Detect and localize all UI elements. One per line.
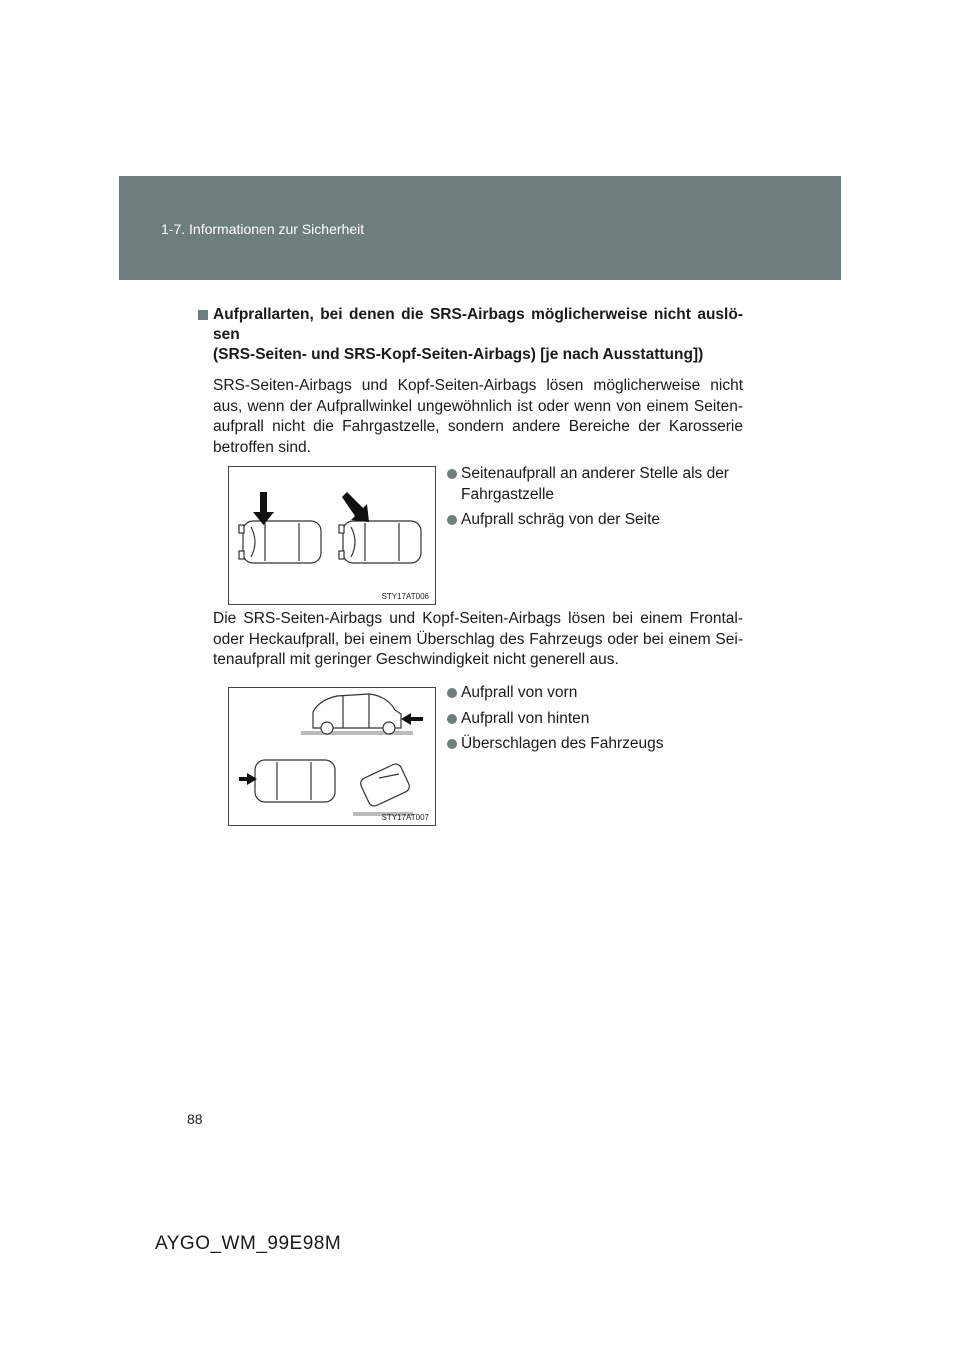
right-arrow-icon	[239, 773, 257, 785]
bullet-dot-icon	[447, 515, 457, 525]
figure-2-bullets	[447, 683, 747, 760]
side-impact-illustration	[229, 467, 435, 604]
bullet-dot-icon	[447, 739, 457, 749]
paragraph-2: Die SRS-Seiten-Airbags und Kopf-Seiten-Airbags lösen bei einem Frontal- oder Heckaufprall, bei einem Überschlag des Fahrzeugs oder bei einem Sei-tenaufprall mit geringer Geschwindigkeit nicht generell aus.	[213, 610, 743, 668]
page-number: 88	[187, 1111, 203, 1127]
figure-front-rear-rollover	[228, 687, 436, 826]
figure-code: STY17AT006	[381, 592, 429, 601]
heading-line-1: Aufprallarten, bei denen die SRS-Airbags möglicherweise nicht auslö-sen	[213, 306, 743, 343]
car-top-view-icon	[239, 521, 321, 563]
left-arrow-icon	[401, 713, 423, 725]
bullet-item: Aufprall von hinten	[447, 709, 747, 730]
paragraph-1: SRS-Seiten-Airbags und Kopf-Seiten-Airbags lösen möglicherweise nicht aus, wenn der Aufprallwinkel ungewöhnlich ist oder wenn von einem Seiten-aufprall nicht die Fahrgastzelle, sondern andere Bereiche der Karosserie betroffen sind.	[213, 377, 743, 456]
figure-code: STY17AT007	[381, 813, 429, 822]
bullet-item: Überschlagen des Fahrzeugs	[447, 734, 747, 755]
bullet-item: Seitenaufprall an anderer Stelle als der Fahrgastzelle	[447, 464, 747, 505]
car-side-view-icon	[301, 694, 413, 735]
diagonal-arrow-icon	[342, 492, 369, 522]
car-top-view-icon	[339, 521, 421, 563]
bullet-dot-icon	[447, 469, 457, 479]
down-arrow-icon	[253, 492, 274, 525]
bullet-item: Aufprall schräg von der Seite	[447, 510, 747, 531]
bullet-dot-icon	[447, 688, 457, 698]
section-heading	[198, 305, 743, 365]
square-bullet-icon	[198, 310, 208, 320]
rollover-car-icon	[353, 762, 413, 816]
section-title: 1-7. Informationen zur Sicherheit	[161, 221, 365, 237]
document-code: AYGO_WM_99E98M	[155, 1233, 342, 1254]
main-content	[213, 305, 743, 458]
figure-1-bullets	[447, 464, 747, 536]
car-top-view-icon	[255, 760, 335, 802]
bullet-dot-icon	[447, 714, 457, 724]
bullet-item: Aufprall von vorn	[447, 683, 747, 704]
heading-line-2: (SRS-Seiten- und SRS-Kopf-Seiten-Airbags) [je nach Ausstattung])	[213, 346, 704, 363]
figure-side-impact	[228, 466, 436, 605]
front-rear-rollover-illustration	[229, 688, 435, 825]
